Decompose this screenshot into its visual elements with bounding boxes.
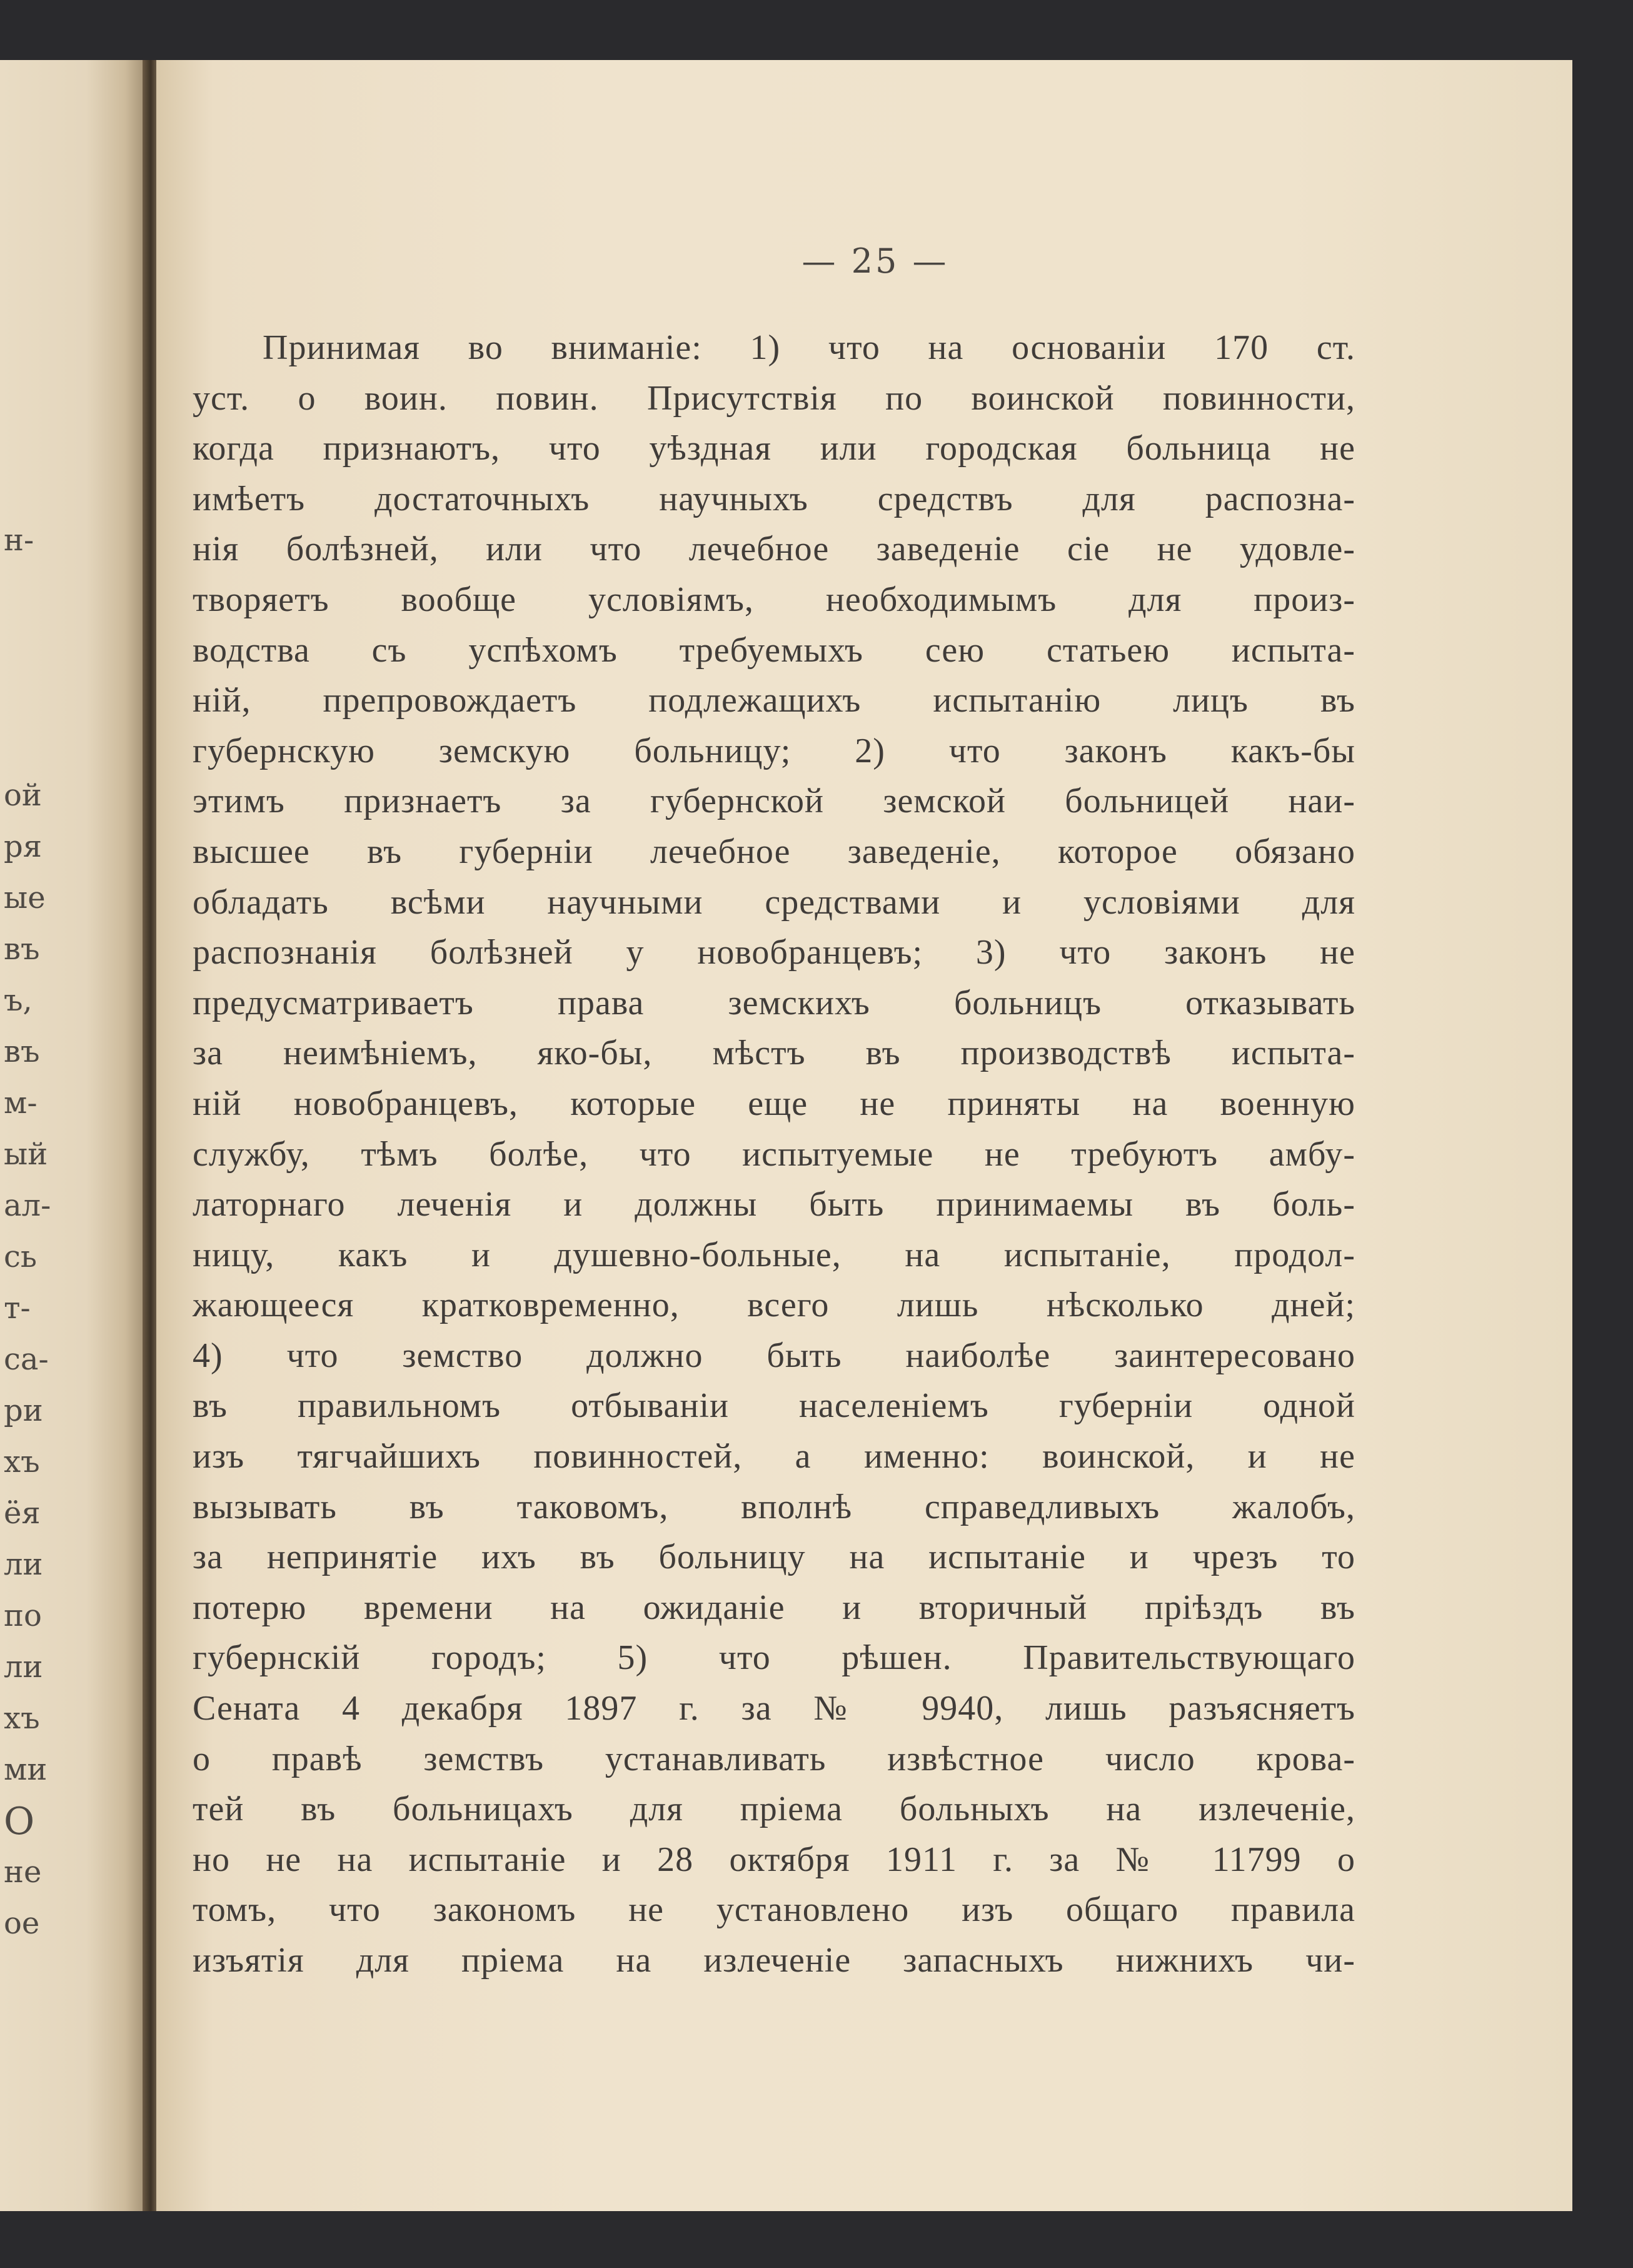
text-line: тей въ больницахъ для пріема больныхъ на излеченіе, (193, 1790, 1355, 1829)
text-line: томъ, что закономъ не установлено изъ общаго правила (193, 1890, 1355, 1930)
left-fragment: ые (4, 880, 46, 915)
left-fragment: О (4, 1800, 35, 1843)
left-fragment: въ (4, 932, 40, 967)
text-line: изъ тягчайшихъ повинностей, а именно: воинской, и не (193, 1437, 1355, 1476)
left-fragment: м- (4, 1086, 38, 1121)
text-line: Сената 4 декабря 1897 г. за № 9940, лишь разъясняетъ (193, 1689, 1355, 1728)
left-fragment: ёя (4, 1496, 41, 1531)
left-fragment: т- (4, 1291, 31, 1326)
left-fragment: ый (4, 1137, 48, 1172)
left-fragment: сь (4, 1239, 38, 1274)
text-line: латорнаго леченія и должны быть принимаемы въ боль- (193, 1185, 1355, 1224)
text-line: имѣетъ достаточныхъ научныхъ средствъ для распозна- (193, 479, 1355, 518)
text-line: водства съ успѣхомъ требуемыхъ сею статьею испыта- (193, 630, 1355, 670)
text-line: творяетъ вообще условіямъ, необходимымъ для произ- (193, 580, 1355, 619)
text-line: губернскую земскую больницу; 2) что законъ какъ-бы (193, 731, 1355, 770)
text-line: высшее въ губерніи лечебное заведеніе, которое обязано (193, 832, 1355, 871)
right-page (156, 60, 1572, 2211)
left-fragment: ли (4, 1650, 43, 1685)
left-fragment: по (4, 1598, 42, 1633)
text-line: губернскій городъ; 5) что рѣшен. Правительствующаго (193, 1638, 1355, 1678)
text-line: 4) что земство должно быть наиболѣе заинтересовано (193, 1336, 1355, 1375)
left-fragment: ми (4, 1752, 48, 1787)
body-text (193, 323, 1355, 1986)
left-fragment: ли (4, 1547, 43, 1582)
text-line: ній новобранцевъ, которые еще не приняты на военную (193, 1084, 1355, 1123)
text-line: распознанія болѣзней у новобранцевъ; 3) что законъ не (193, 933, 1355, 972)
text-line: ній, препровождаетъ подлежащихъ испытанію лицъ въ (193, 681, 1355, 720)
text-line: въ правильномъ отбываніи населеніемъ губерніи одной (193, 1386, 1355, 1426)
text-line: нія болѣзней, или что лечебное заведеніе сіе не удовле- (193, 530, 1355, 569)
left-fragment: хъ (4, 1701, 40, 1736)
text-line: обладать всѣми научными средствами и условіями для (193, 882, 1355, 922)
page-number: — 25 — (801, 241, 949, 281)
text-line: о правѣ земствъ устанавливать извѣстное число крова- (193, 1739, 1355, 1778)
left-fragment: въ (4, 1034, 40, 1069)
left-fragment: са- (4, 1342, 49, 1377)
text-line: ницу, какъ и душевно-больные, на испытаніе, продол- (193, 1235, 1355, 1274)
left-fragment: ой (4, 778, 42, 813)
text-line: этимъ признаетъ за губернской земской больницей наи- (193, 782, 1355, 821)
left-page (0, 60, 156, 2211)
text-line: жающееся кратковременно, всего лишь нѣсколько дней; (193, 1286, 1355, 1325)
left-fragment: не (4, 1855, 42, 1890)
left-fragment: ое (4, 1906, 40, 1941)
text-line: за неимѣніемъ, яко-бы, мѣстъ въ производствѣ испыта- (193, 1034, 1355, 1073)
text-line: но не на испытаніе и 28 октября 1911 г. за № 11799 о (193, 1840, 1355, 1879)
left-fragment: хъ (4, 1444, 40, 1479)
text-line: когда признаютъ, что уѣздная или городская больница не (193, 429, 1355, 468)
text-line: службу, тѣмъ болѣе, что испытуемые не требуютъ амбу- (193, 1134, 1355, 1174)
text-line: уст. о воин. повин. Присутствія по воинской повинности, (193, 378, 1355, 418)
text-line: потерю времени на ожиданіе и вторичный пріѣздъ въ (193, 1588, 1355, 1627)
left-fragment: н- (4, 523, 34, 558)
left-fragment: ъ, (4, 983, 33, 1018)
left-fragment: ря (4, 829, 43, 864)
text-line: за непринятіе ихъ въ больницу на испытаніе и чрезъ то (193, 1538, 1355, 1577)
text-line: Принимая во вниманіе: 1) что на основаніи 170 ст. (263, 328, 1355, 367)
text-line: изъятія для пріема на излеченіе запасныхъ нижнихъ чи- (193, 1941, 1355, 1980)
left-fragment: ри (4, 1393, 43, 1428)
left-fragment: ал- (4, 1188, 51, 1223)
text-line: предусматриваетъ права земскихъ больницъ отказывать (193, 983, 1355, 1022)
text-line: вызывать въ таковомъ, вполнѣ справедливыхъ жалобъ, (193, 1487, 1355, 1526)
